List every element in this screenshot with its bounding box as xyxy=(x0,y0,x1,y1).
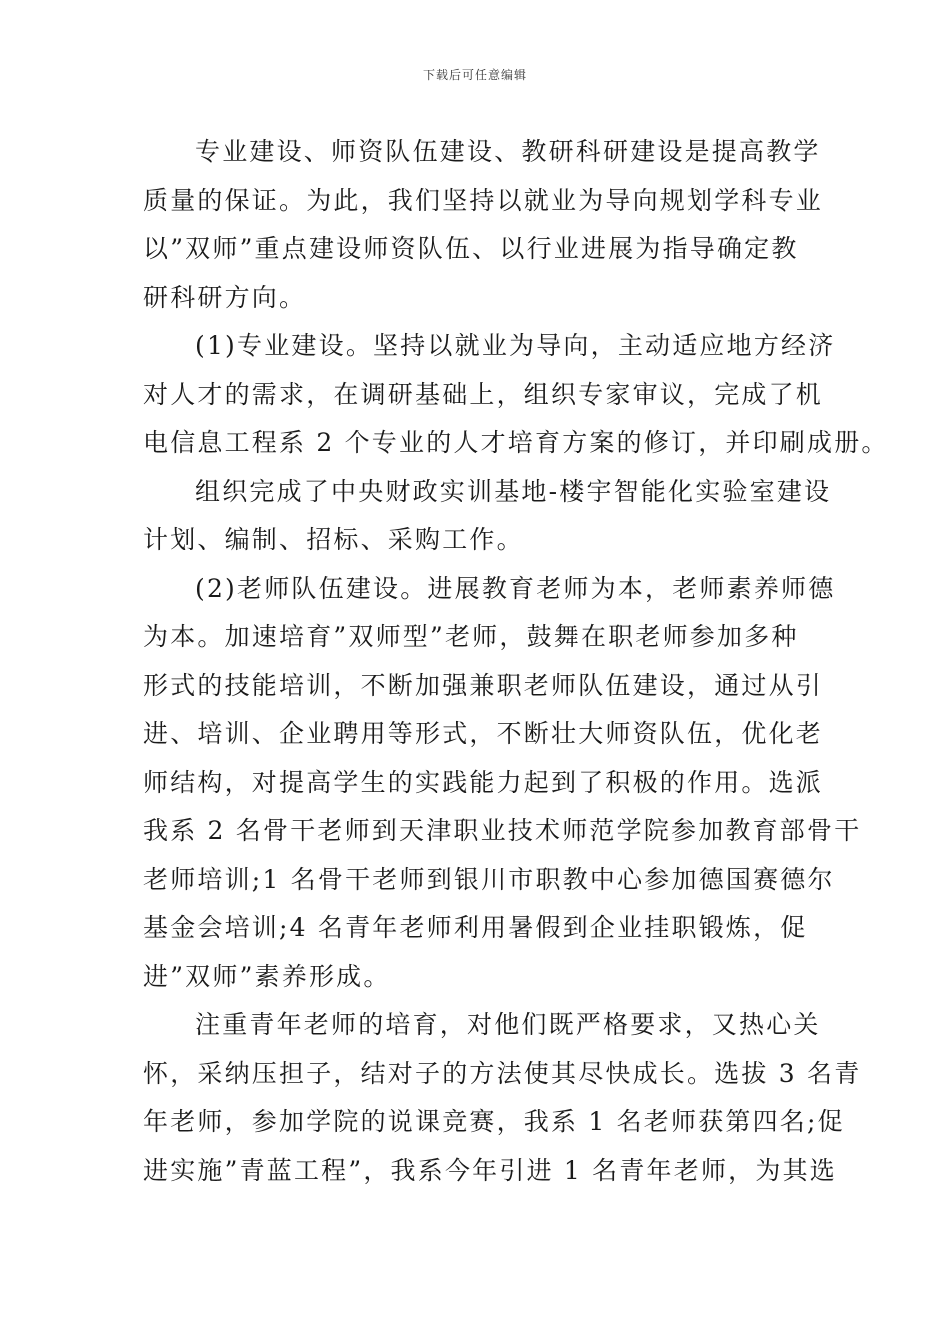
paragraph-line: 老师培训;1 名骨干老师到银川市职教中心参加德国赛德尔 xyxy=(143,864,835,894)
paragraph-line: 进实施”青蓝工程”，我系今年引进 1 名青年老师，为其选 xyxy=(143,1155,837,1185)
paragraph-line: 师结构，对提高学生的实践能力起到了积极的作用。选派 xyxy=(143,767,824,797)
paragraph-line: 年老师，参加学院的说课竞赛，我系 1 名老师获第四名;促 xyxy=(143,1107,845,1136)
paragraph-line: 对人才的需求，在调研基础上，组织专家审议，完成了机 xyxy=(143,379,824,409)
paragraph-first-line: 注重青年老师的培育，对他们既严格要求，又热心关 xyxy=(195,1010,821,1039)
paragraph-line: 计划、编制、招标、采购工作。 xyxy=(143,525,524,554)
paragraph-line: 怀，采纳压担子，结对子的方法使其尽快成长。选拔 3 名青 xyxy=(143,1058,862,1088)
paragraph-line: 基金会培训;4 名青年老师利用暑假到企业挂职锻炼，促 xyxy=(143,913,808,942)
paragraph-first-line: (2)老师队伍建设。进展教育老师为本，老师素养师德 xyxy=(195,573,836,603)
paragraph-first-line: 专业建设、师资队伍建设、教研科研建设是提高教学 xyxy=(195,137,821,166)
paragraph-line: 形式的技能培训，不断加强兼职老师队伍建设，通过从引 xyxy=(143,670,824,700)
paragraph-line: 进”双师”素养形成。 xyxy=(143,961,391,991)
paragraph-first-line: (1)专业建设。坚持以就业为导向，主动适应地方经济 xyxy=(195,331,836,360)
document-body xyxy=(143,128,889,1195)
paragraph-first-line: 组织完成了中央财政实训基地-楼宇智能化实验室建设 xyxy=(195,476,832,506)
paragraph-line: 电信息工程系 2 个专业的人才培育方案的修订，并印刷成册。 xyxy=(143,428,889,457)
paragraph-line: 质量的保证。为此，我们坚持以就业为导向规划学科专业 xyxy=(143,185,824,215)
paragraph-line: 研科研方向。 xyxy=(143,282,307,312)
paragraph-line: 我系 2 名骨干老师到天津职业技术师范学院参加教育部骨干 xyxy=(143,816,862,845)
paragraph-line: 为本。加速培育”双师型”老师，鼓舞在职老师参加多种 xyxy=(143,622,799,651)
paragraph-line: 进、培训、企业聘用等形式，不断壮大师资队伍，优化老 xyxy=(143,719,824,748)
page-header-note: 下载后可任意编辑 xyxy=(422,68,527,82)
paragraph-line: 以”双师”重点建设师资队伍、以行业进展为指导确定教 xyxy=(143,234,799,263)
